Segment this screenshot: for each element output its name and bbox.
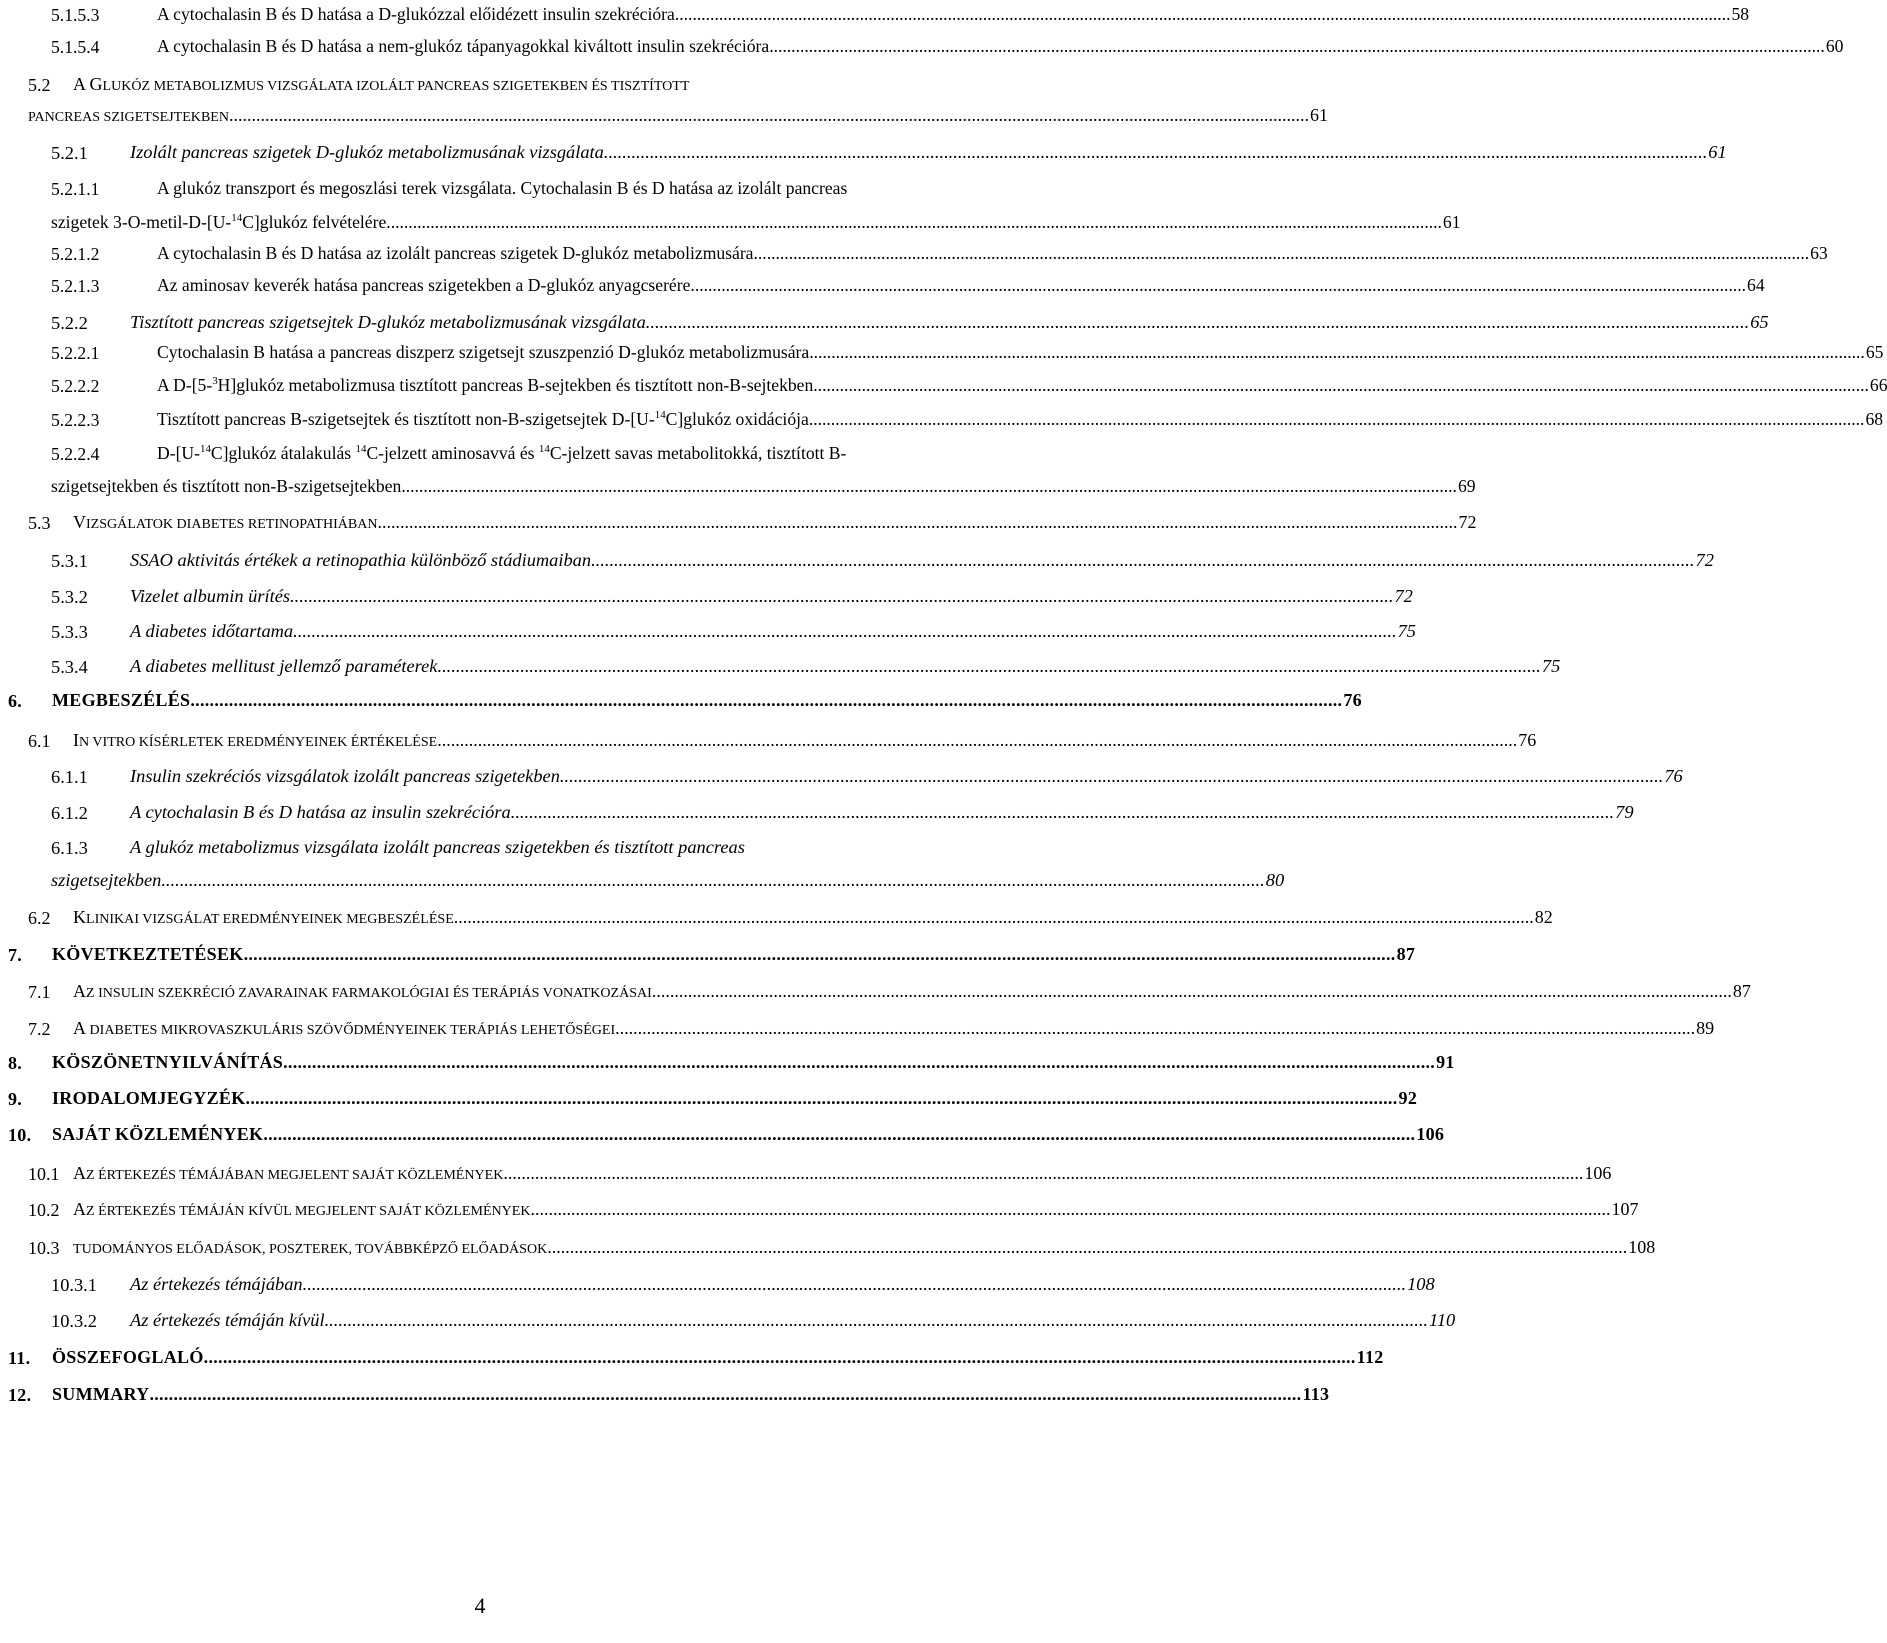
toc-page-number: 69 <box>1457 476 1476 496</box>
toc-entry-title: AZ ÉRTEKEZÉS TÉMÁJÁN KÍVÜL MEGJELENT SAJÁT KÖZLEMÉNYEK <box>73 1199 531 1219</box>
dot-leader <box>604 142 1707 163</box>
toc-entry-title: SUMMARY <box>52 1384 150 1404</box>
toc-page-number: 61 <box>1310 105 1329 125</box>
dot-leader <box>149 1384 1301 1405</box>
toc-entry-number: 5.2.1.3 <box>51 276 100 296</box>
toc-entry-title: AZ ÉRTEKEZÉS TÉMÁJÁBAN MEGJELENT SAJÁT KÖZLEMÉNYEK <box>73 1163 504 1183</box>
toc-entry-number: 10.3.2 <box>51 1311 97 1331</box>
toc-entry-number: 6.1 <box>28 731 51 751</box>
toc-entry-number: 5.2.2.1 <box>51 343 100 363</box>
toc-entry-title: KÖSZÖNETNYILVÁNÍTÁS <box>52 1052 284 1072</box>
toc-entry-number: 5.2.2 <box>51 313 88 333</box>
toc-entry-number: 5.2.2.4 <box>51 444 100 464</box>
toc-entry-title: MEGBESZÉLÉS <box>52 690 191 710</box>
toc-entry-title: IN VITRO KÍSÉRLETEK EREDMÉNYEINEK ÉRTÉKELÉSE <box>73 730 438 750</box>
dot-leader <box>809 342 1865 363</box>
toc-entry-number: 5.1.5.3 <box>51 5 100 25</box>
dot-leader <box>303 1274 1406 1295</box>
dot-leader <box>615 1018 1695 1039</box>
toc-entry-title: TUDOMÁNYOS ELŐADÁSOK, POSZTEREK, TOVÁBBKÉPZŐ ELŐADÁSOK <box>73 1241 548 1257</box>
toc-entry-number: 5.1.5.4 <box>51 37 100 57</box>
dot-leader <box>809 409 1865 430</box>
toc-entry-title: AZ INSULIN SZEKRÉCIÓ ZAVARAINAK FARMAKOLÓGIAI ÉS TERÁPIÁS VONATKOZÁSAI <box>73 981 652 1001</box>
toc-page-number: 76 <box>1343 690 1362 710</box>
toc-entry-number: 5.2.2.2 <box>51 376 100 396</box>
toc-entry-title: VIZSGÁLATOK DIABETES RETINOPATHIÁBAN <box>73 512 378 532</box>
toc-entry-title: A D-[5-$^3$H]glukóz metabolizmusa tisztított pancreas B-sejtekben és tisztított non-B-sejtekben <box>157 374 814 395</box>
dot-leader <box>437 730 1517 751</box>
toc-entry-number: 7.1 <box>28 982 51 1002</box>
dot-leader <box>652 981 1732 1002</box>
dot-leader <box>503 1163 1583 1184</box>
toc-entry-number: 5.3.1 <box>51 551 88 571</box>
toc-entry-title: A cytochalasin B és D hatása a D-glukózzal előidézett insulin szekrécióra <box>157 4 675 24</box>
toc-entry-number: 6.2 <box>28 908 51 928</box>
dot-leader <box>293 621 1396 642</box>
toc-entry-number: 10.1 <box>28 1164 60 1184</box>
toc-page-number: 58 <box>1731 4 1750 24</box>
toc-entry-title: IRODALOMJEGYZÉK <box>52 1088 246 1108</box>
toc-page-number: 63 <box>1810 243 1828 263</box>
toc-page-number: 72 <box>1394 586 1413 606</box>
dot-leader <box>530 1199 1610 1220</box>
toc-entry-number: 5.2.2.3 <box>51 410 100 430</box>
toc-page-number: 92 <box>1398 1088 1418 1108</box>
toc-page-number: 106 <box>1416 1124 1445 1144</box>
toc-page-number: 72 <box>1458 512 1477 532</box>
toc-entry-number: 7.2 <box>28 1019 51 1039</box>
toc-entry-title: Az értekezés témáján kívül <box>130 1310 325 1330</box>
toc-page-number: 72 <box>1695 550 1714 570</box>
toc-page-number: 64 <box>1747 275 1765 295</box>
toc-entry-number: 5.3.4 <box>51 657 88 677</box>
dot-leader <box>675 4 1731 25</box>
toc-entry-number: 5.2 <box>28 75 51 95</box>
toc-page-number: 65 <box>1865 342 1884 362</box>
toc-entry-title: SSAO aktivitás értékek a retinopathia különböző stádiumaiban <box>130 550 592 570</box>
dot-leader <box>161 870 1264 891</box>
toc-page-number: 66 <box>1869 375 1887 395</box>
toc-entry-number: 6.1.2 <box>51 803 88 823</box>
dot-leader <box>547 1237 1627 1258</box>
dot-leader <box>401 476 1457 497</box>
toc-entry-number: 6.1.3 <box>51 838 88 858</box>
toc-entry-number: 10.3 <box>28 1238 60 1258</box>
dot-leader <box>378 512 1458 533</box>
toc-entry-number: 5.2.1 <box>51 143 88 163</box>
toc-entry-number: 9. <box>8 1089 23 1109</box>
toc-entry-number: 5.2.1.1 <box>51 179 100 199</box>
toc-entry-number: 10.2 <box>28 1200 60 1220</box>
toc-entry-title: A DIABETES MIKROVASZKULÁRIS SZÖVŐDMÉNYEINEK TERÁPIÁS LEHETŐSÉGEI <box>73 1018 616 1038</box>
toc-page-number: 112 <box>1356 1347 1384 1367</box>
toc-entry-title: szigetsejtekben <box>51 870 162 890</box>
toc-entry-title: A glukóz metabolizmus vizsgálata izolált pancreas szigetekben és tisztított pancreas <box>130 837 745 857</box>
dot-leader <box>229 105 1309 126</box>
toc-entry-number: 6. <box>8 691 23 711</box>
toc-entry-title: KÖVETKEZTETÉSEK <box>52 944 244 964</box>
dot-leader <box>769 36 1825 57</box>
toc-page-number: 110 <box>1429 1310 1456 1330</box>
toc-entry-number: 6.1.1 <box>51 767 88 787</box>
page-number: 4 <box>474 1593 486 1618</box>
toc-entry-title: szigetek 3-O-metil-D-[U-$^{14}$C]glukóz felvételére <box>51 211 387 232</box>
toc-entry-number: 10. <box>8 1125 32 1145</box>
toc-entry-title: Az értekezés témájában <box>130 1274 303 1294</box>
toc-page-number: 61 <box>1442 212 1461 232</box>
toc-entry-number: 5.3 <box>28 513 51 533</box>
dot-leader <box>283 1052 1435 1073</box>
toc-entry-title: Cytochalasin B hatása a pancreas diszperz szigetsejt szuszpenzió D-glukóz metabolizmusára <box>157 342 810 362</box>
toc-page-number: 60 <box>1825 36 1844 56</box>
toc-page-number: 87 <box>1396 944 1416 964</box>
toc-entry-title: PANCREAS SZIGETSEJTEKBEN <box>28 109 230 125</box>
toc-entry-title: A cytochalasin B és D hatása az insulin szekrécióra <box>130 802 511 822</box>
dot-leader <box>591 550 1694 571</box>
toc-entry-title: Insulin szekréciós vizsgálatok izolált pancreas szigetekben <box>130 766 560 786</box>
toc-page-number: 113 <box>1302 1384 1330 1404</box>
dot-leader <box>646 312 1749 333</box>
dot-leader <box>190 690 1342 711</box>
toc-entry-title: A cytochalasin B és D hatása az izolált pancreas szigetek D-glukóz metabolizmusára <box>157 243 754 263</box>
toc-entry-number: 5.2.1.2 <box>51 244 100 264</box>
toc-page-number: 61 <box>1708 142 1727 162</box>
dot-leader <box>263 1124 1415 1145</box>
dot-leader <box>386 212 1442 233</box>
toc-entry-title: A glukóz transzport és megoszlási terek vizsgálata. Cytochalasin B és D hatása az izolált pancreas <box>157 178 848 198</box>
dot-leader <box>437 656 1540 677</box>
toc-page-number: 68 <box>1865 409 1884 429</box>
toc-entry-title: A cytochalasin B és D hatása a nem-glukóz tápanyagokkal kiváltott insulin szekrécióra <box>157 36 770 56</box>
dot-leader <box>560 766 1663 787</box>
dot-leader <box>813 375 1869 396</box>
toc-page-number: 76 <box>1664 766 1683 786</box>
toc-page-number: 65 <box>1750 312 1769 332</box>
toc-entry-number: 7. <box>8 945 23 965</box>
toc-page-number: 87 <box>1732 981 1751 1001</box>
toc-entry-title: KLINIKAI VIZSGÁLAT EREDMÉNYEINEK MEGBESZÉLÉSE <box>73 907 454 927</box>
toc-entry-number: 5.3.3 <box>51 622 88 642</box>
dot-leader <box>244 944 1396 965</box>
dot-leader <box>325 1310 1428 1331</box>
toc-page-number: 91 <box>1436 1052 1455 1072</box>
toc-entry-title: ÖSSZEFOGLALÓ <box>52 1347 204 1367</box>
toc-entry-title: Tisztított pancreas szigetsejtek D-glukóz metabolizmusának vizsgálata <box>130 312 646 332</box>
dot-leader <box>511 802 1614 823</box>
dot-leader <box>754 243 1810 264</box>
toc-entry-number: 12. <box>8 1385 32 1405</box>
toc-page-number: 108 <box>1407 1274 1435 1294</box>
toc-page-number: 80 <box>1265 870 1285 890</box>
toc-entry-title: SAJÁT KÖZLEMÉNYEK <box>52 1124 264 1144</box>
toc-page-number: 107 <box>1611 1199 1639 1219</box>
toc-entry-number: 5.3.2 <box>51 587 88 607</box>
toc-page-number: 75 <box>1541 656 1561 676</box>
toc-entry-title: A diabetes mellitust jellemző paraméterek <box>130 656 438 676</box>
toc-page-number: 75 <box>1397 621 1416 641</box>
dot-leader <box>204 1347 1356 1368</box>
dot-leader <box>290 586 1393 607</box>
toc-entry-number: 8. <box>8 1053 23 1073</box>
toc-page-number: 82 <box>1534 907 1553 927</box>
toc-entry-title: szigetsejtekben és tisztított non-B-szigetsejtekben <box>51 476 402 496</box>
toc-entry-title: D-[U-$^{14}$C]glukóz átalakulás $^{14}$C-jelzett aminosavvá és $^{14}$C-jelzett savas metabolitokká, tisztított B- <box>157 442 847 463</box>
toc-entry-title: Az aminosav keverék hatása pancreas szigetekben a D-glukóz anyagcserére <box>157 275 691 295</box>
dot-leader <box>690 275 1746 296</box>
toc-entry-title: A diabetes időtartama <box>130 621 294 641</box>
dot-leader <box>454 907 1534 928</box>
toc-entry-title: Tisztított pancreas B-szigetsejtek és tisztított non-B-szigetsejtek D-[U-$^{14}$C]glukóz oxidációja <box>157 408 809 429</box>
toc-page-number: 89 <box>1696 1018 1715 1038</box>
toc-entry-title: A GLUKÓZ METABOLIZMUS VIZSGÁLATA IZOLÁLT PANCREAS SZIGETEKBEN ÉS TISZTÍTOTT <box>73 74 690 94</box>
toc-entry-title: Izolált pancreas szigetek D-glukóz metabolizmusának vizsgálata <box>130 142 604 162</box>
toc-entry-title: Vizelet albumin ürítés <box>130 586 291 606</box>
toc-page-number: 106 <box>1584 1163 1612 1183</box>
toc-entry-number: 11. <box>8 1348 31 1368</box>
toc-page-number: 79 <box>1615 802 1634 822</box>
dot-leader <box>246 1088 1398 1109</box>
toc-page-number: 76 <box>1518 730 1537 750</box>
toc-page-number: 108 <box>1628 1237 1656 1257</box>
toc-entry-number: 10.3.1 <box>51 1275 97 1295</box>
